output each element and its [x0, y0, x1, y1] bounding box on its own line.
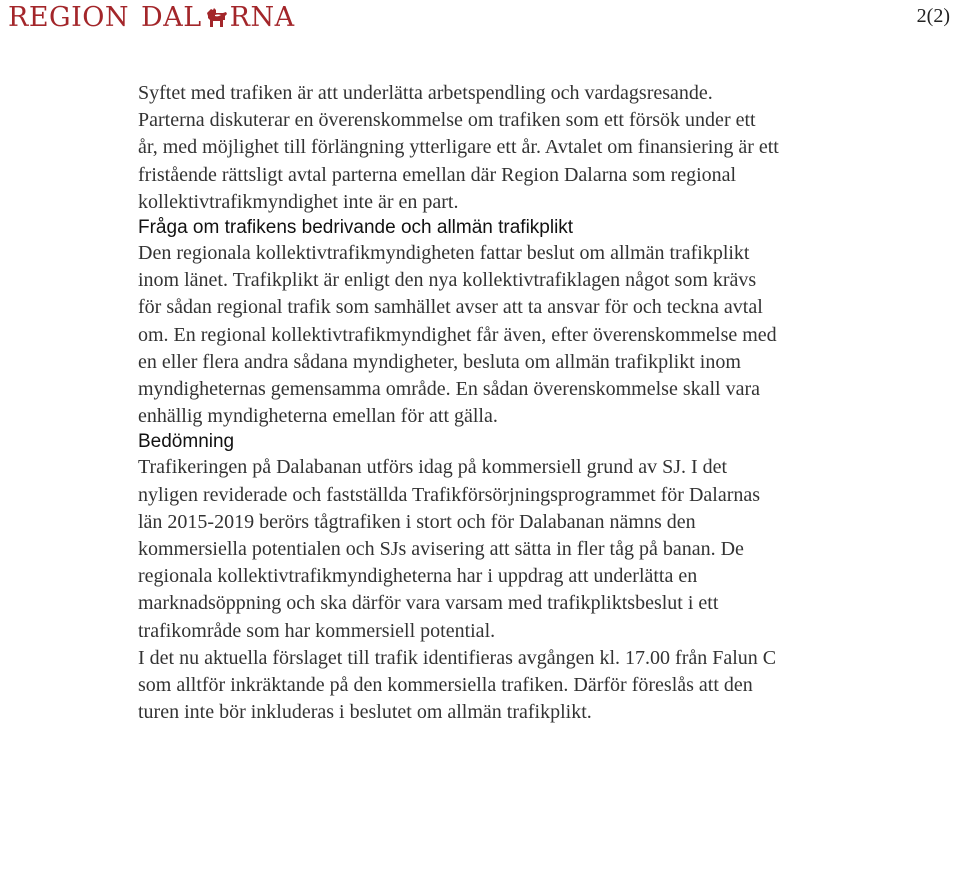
bedomning-paragraph: Trafikeringen på Dalabanan utförs idag på kommersiell grund av SJ. I det nyligen reviderade och fastställda Trafikförsörjningsprogrammet för Dalarnas län 2015-2019 berörs tågtrafiken i stort och för Dalabanan nämns den kommersiella potentialen och SJs avisering att sätta in fler tåg på banan. De regionala kollektivtrafikmyndigheterna har i uppdrag att underlätta en marknadsöppning och ska därför vara varsam med trafikpliktsbeslut i ett trafikområde som har kommersiell potential.	[138, 456, 761, 642]
intro-paragraph: Syftet med trafiken är att underlätta arbetspendling och vardagsresande. Parterna diskuterar en överenskommelse om trafiken som ett försök under ett år, med möjlighet till förlängning ytterligare ett år. Avtalet om finansiering är ett fristående rättsligt avtal parterna emellan där Region Dalarna som regional kollektivtrafikmyndighet inte är en part.	[138, 82, 779, 213]
section-heading-trafikplikt: Fråga om trafikens bedrivande och allmän trafikplikt	[138, 217, 574, 239]
forslag-paragraph: I det nu aktuella förslaget till trafik identifieras avgången kl. 17.00 från Falun C som alltför inkräktande på den kommersiella trafiken. Därför föreslås att den turen inte bör inkluderas i beslutet om allmän trafikplikt.	[138, 646, 777, 724]
logo-word-dal: DAL	[141, 1, 202, 33]
logo-word-rna: RNA	[229, 1, 295, 33]
dala-horse-icon	[203, 4, 229, 30]
page-number: 2(2)	[916, 5, 950, 27]
document-body	[138, 80, 938, 726]
region-dalarna-logo	[8, 0, 295, 34]
section-heading-bedomning: Bedömning	[138, 431, 235, 453]
trafikplikt-paragraph: Den regionala kollektivtrafikmyndigheten fattar beslut om allmän trafikplikt inom länet. Trafikplikt är enligt den nya kollektivtrafiklagen något som krävs för sådan regional trafik som samhället avser att ta ansvar för och teckna avtal om. En regional kollektivtrafikmyndighet får även, efter överenskommelse med en eller flera andra sådana myndigheter, besluta om allmän trafikplikt inom myndigheternas gemensamma område. En sådan överenskommelse skall vara enhällig myndigheterna emellan för att gälla.	[138, 242, 777, 428]
logo-word-region: REGION	[8, 1, 130, 33]
